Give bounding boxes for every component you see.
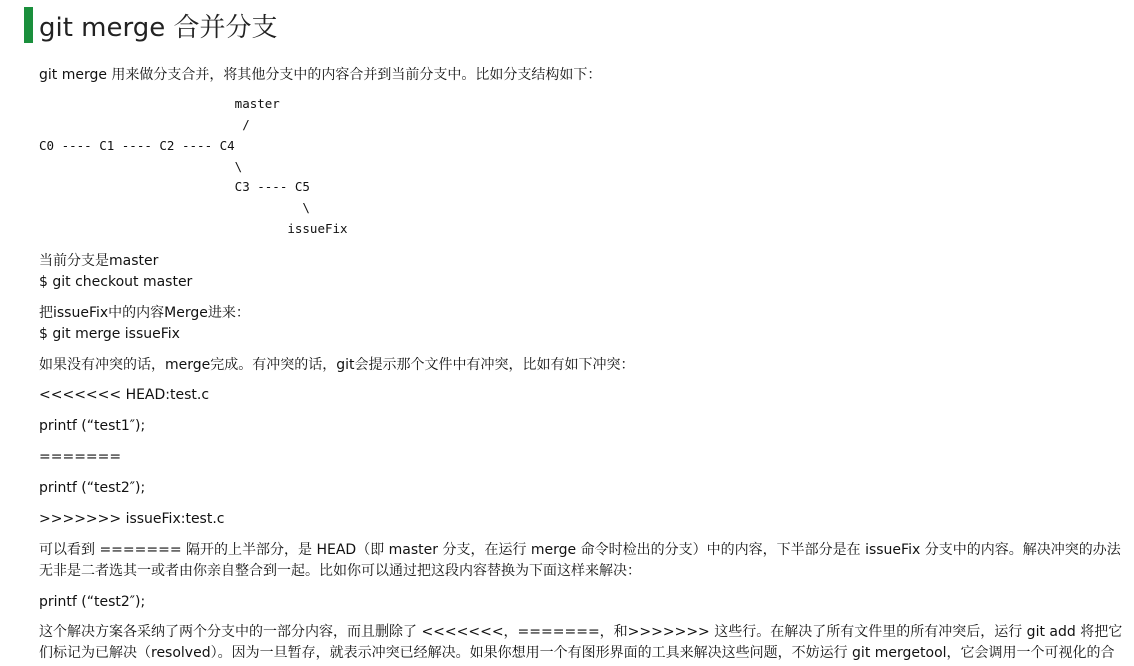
merge-in-text: 把issueFix中的内容Merge进来： (39, 305, 250, 321)
diagram-line: C3 ---- C5 (39, 179, 310, 194)
conflict-separator: ======= (39, 449, 122, 465)
conflict-tail-marker: >>>>>>> issueFix:test.c (39, 511, 225, 527)
intro-text: git merge 用来做分支合并，将其他分支中的内容合并到当前分支中。比如分支结构如下： (39, 67, 602, 83)
diagram-line: issueFix (39, 221, 348, 236)
heading-accent-bar (24, 7, 33, 43)
diagram-line: / (39, 117, 250, 132)
final-paragraph: 这个解决方案各采纳了两个分支中的一部分内容，而且删除了 <<<<<<<，=======，和>>>>>>> 这些行。在解决了所有文件里的所有冲突后，运行 git add 将把它们标记为已解决（resolved）。因为一旦暂存，就表示冲突已经解决。如果你想用一个有图形界面的工具来解决这些问题，不妨运行 git mergetool，它会调用一个可视化的合 (39, 624, 1123, 661)
diagram-line: C0 ---- C1 ---- C2 ---- C4 (39, 138, 235, 153)
diagram-line: \ (39, 200, 310, 215)
page-title: git merge 合并分支 (39, 12, 278, 43)
conflict-head-marker: <<<<<<< HEAD:test.c (39, 387, 210, 403)
merge-command: $ git merge issueFix (39, 326, 180, 342)
section-heading (24, 6, 278, 44)
resolved-printf: printf (“test2″); (39, 594, 146, 610)
explanation-paragraph: 可以看到 ======= 隔开的上半部分，是 HEAD（即 master 分支，在运行 merge 命令时检出的分支）中的内容，下半部分是在 issueFix 分支中的内容。解决冲突的办法无非是二者选其一或者由你亲自整合到一起。比如你可以通过把这段内容替换为下面这样来解决： (39, 542, 1121, 579)
current-branch-text: 当前分支是master (39, 253, 159, 269)
conflict-intro-text: 如果没有冲突的话，merge完成。有冲突的话，git会提示那个文件中有冲突，比如有如下冲突： (39, 357, 635, 373)
checkout-command: $ git checkout master (39, 274, 193, 290)
conflict-printf-test2: printf (“test2″); (39, 480, 146, 496)
conflict-printf-test1: printf (“test1″); (39, 418, 146, 434)
diagram-line: \ (39, 159, 243, 174)
diagram-line: master (39, 96, 280, 111)
